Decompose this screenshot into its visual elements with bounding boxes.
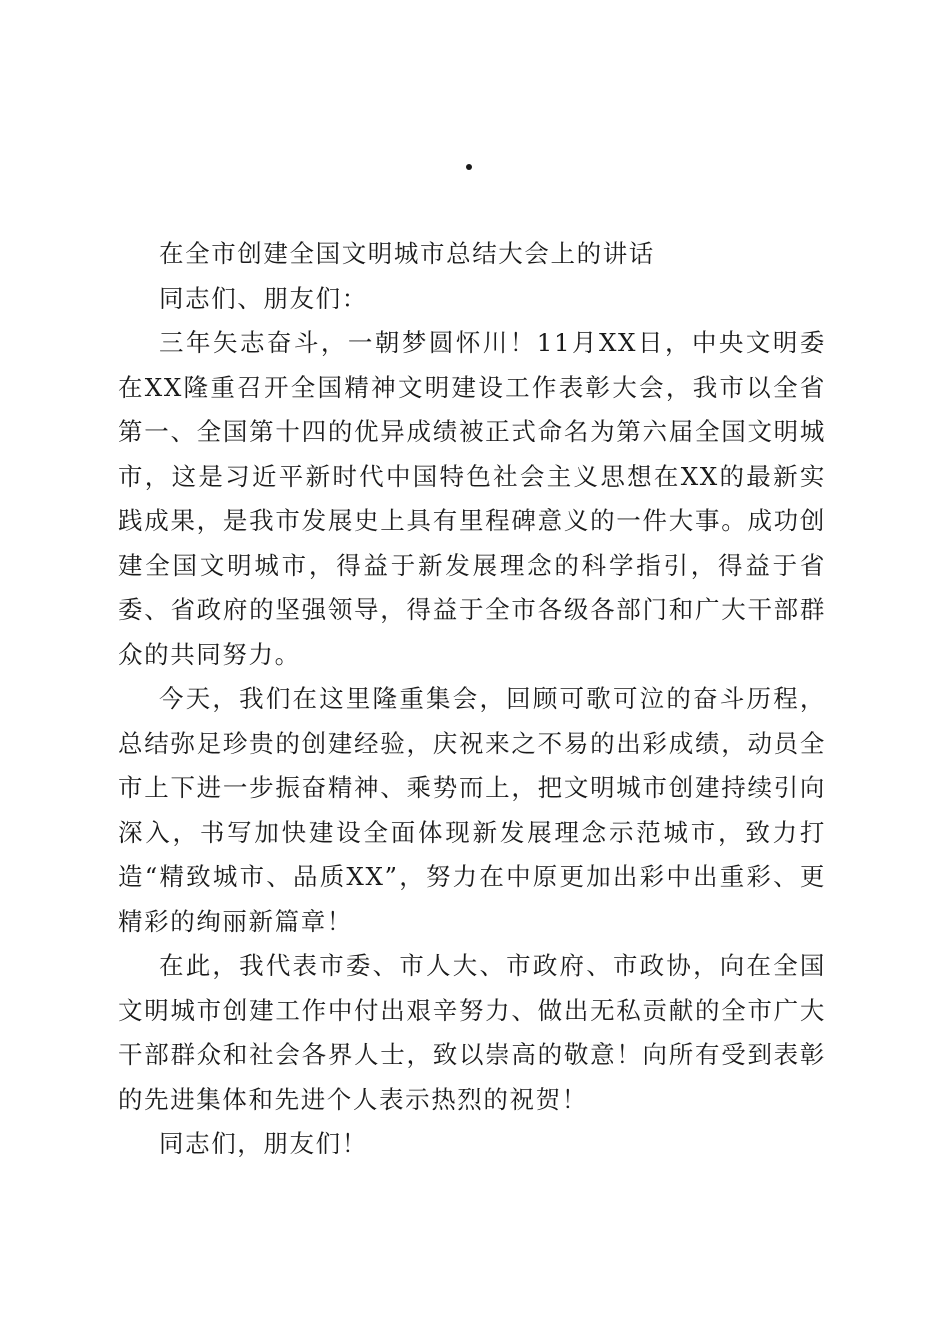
header-dot (466, 164, 472, 170)
paragraph-3: 在此，我代表市委、市人大、市政府、市政协，向在全国文明城市创建工作中付出艰辛努力、做出无私贡献的全市广大干部群众和社会各界人士，致以崇高的敬意！向所有受到表彰的先进集体和先进个人表示热烈的祝贺！ (118, 951, 826, 1114)
closing-salutation: 同志们，朋友们！ (159, 1129, 368, 1158)
paragraph-1: 三年矢志奋斗，一朝梦圆怀川！11月XX日，中央文明委在XX隆重召开全国精神文明建设工作表彰大会，我市以全省第一、全国第十四的优异成绩被正式命名为第六届全国文明城市，这是习近平新时代中国特色社会主义思想在XX的最新实践成果，是我市发展史上具有里程碑意义的一件大事。成功创建全国文明城市，得益于新发展理念的科学指引，得益于省委、省政府的坚强领导，得益于全市各级各部门和广大干部群众的共同努力。 (118, 328, 826, 669)
document-body (118, 232, 826, 1167)
salutation: 同志们、朋友们： (159, 283, 368, 313)
paragraph-2: 今天，我们在这里隆重集会，回顾可歌可泣的奋斗历程，总结弥足珍贵的创建经验，庆祝来之不易的出彩成绩，动员全市上下进一步振奋精神、乘势而上，把文明城市创建持续引向深入，书写加快建设全面体现新发展理念示范城市，致力打造“精致城市、品质XX”，努力在中原更加出彩中出重彩、更精彩的绚丽新篇章！ (118, 684, 826, 936)
document-title: 在全市创建全国文明城市总结大会上的讲话 (159, 239, 655, 268)
